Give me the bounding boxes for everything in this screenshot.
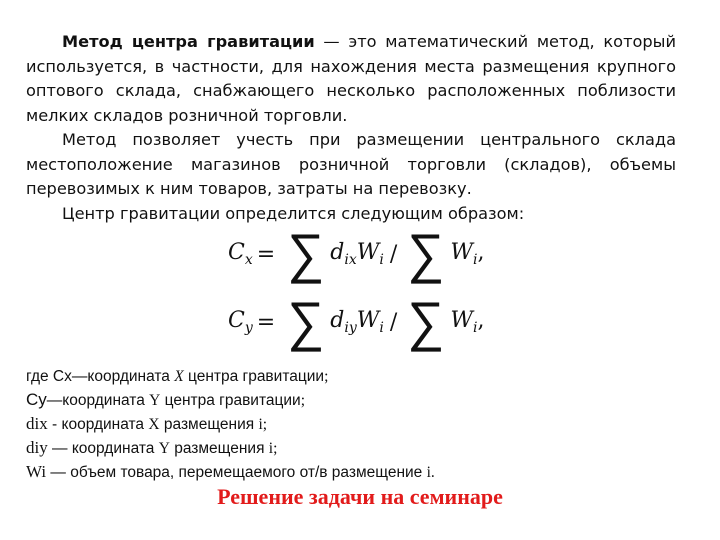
sum-icon: ∑	[287, 222, 325, 286]
formula-cx-lhs: $C_x$	[228, 240, 253, 268]
formula-cy-denominator-term: $W_i$,	[450, 308, 485, 336]
division-slash: /	[389, 241, 398, 267]
definitions-list	[26, 365, 686, 484]
method-name: Метод центра гравитации	[62, 32, 315, 51]
definition-cx: где Сх—координата X центра гравитации;	[26, 368, 329, 385]
sum-icon: ∑	[407, 290, 445, 354]
formula-cx	[228, 222, 485, 286]
formula-cy	[228, 290, 485, 354]
division-slash: /	[389, 309, 398, 335]
seminar-note: Решение задачи на семинаре	[217, 484, 503, 509]
paragraph-method-definition	[26, 30, 676, 128]
definition-diy: diy — координата Y размещения i;	[26, 438, 278, 457]
definition-cy: Су—координата Y центра гравитации;	[26, 390, 306, 409]
formula-cy-numerator-term: $d_{iy}W_i$	[330, 308, 384, 336]
formula-cx-denominator-term: $W_i$,	[450, 240, 485, 268]
equals-sign: =	[256, 241, 276, 267]
definition-dix: dix - координата X размещения i;	[26, 414, 268, 433]
method-capabilities-text: Метод позволяет учесть при размещении центрального склада местоположение магазинов розничной торговли (складов), объемы перевозимых к ним товаров, затраты на перевозку.	[26, 130, 676, 198]
sum-icon: ∑	[407, 222, 445, 286]
equals-sign: =	[256, 309, 276, 335]
method-description: — это математический метод, который используется, в частности, для нахождения места размещения крупного оптового склада, снабжающего несколько расположенных поблизости мелких складов розничной торговли.	[26, 32, 676, 125]
formula-cx-numerator-term: $d_{ix}W_i$	[330, 240, 384, 268]
definition-wi: Wi — объем товара, перемещаемого от/в размещение i.	[26, 462, 435, 481]
paragraph-method-capabilities	[26, 128, 676, 202]
sum-icon: ∑	[287, 290, 325, 354]
formula-cy-lhs: $C_y$	[228, 308, 253, 336]
paragraph-formula-intro: Центр гравитации определится следующим образом:	[62, 204, 525, 223]
